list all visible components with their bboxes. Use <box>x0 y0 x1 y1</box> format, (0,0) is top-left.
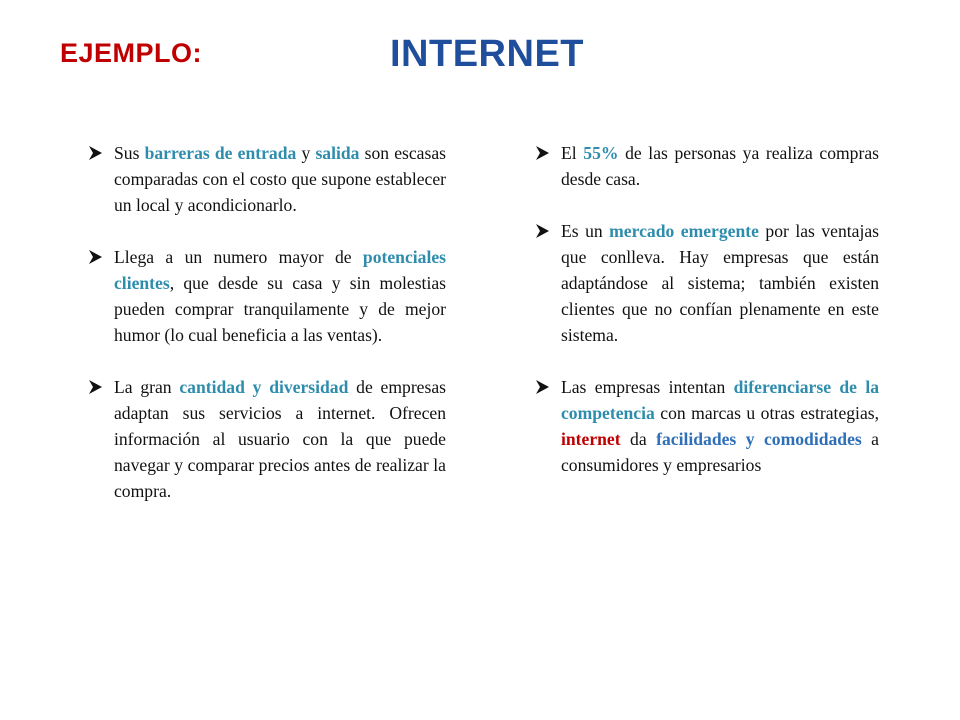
bullet-text: La gran cantidad y diversidad de empresas adaptan sus servicios a internet. Ofrecen información al usuario con la que puede navegar y comparar precios antes de realizar la compra. <box>114 377 446 501</box>
arrowhead-bullet-icon <box>535 140 561 166</box>
highlight-55-percent: 55% <box>583 143 619 163</box>
highlight-potenciales-clientes: potenciales clientes <box>114 247 446 293</box>
bullet-text: Sus barreras de entrada y salida son escasas comparadas con el costo que supone establecer un local y acondicionarlo. <box>114 143 446 215</box>
bullet-text: Es un mercado emergente por las ventajas que conlleva. Hay empresas que están adaptándose al sistema; también existen clientes que no confían plenamente en este sistema. <box>561 221 879 345</box>
bullet-text: El 55% de las personas ya realiza compras desde casa. <box>561 143 879 189</box>
bullet-item <box>88 374 446 504</box>
bullet-item <box>535 218 879 348</box>
arrowhead-bullet-icon <box>88 374 114 400</box>
page-title: INTERNET <box>390 33 584 75</box>
left-column <box>88 140 446 530</box>
bullet-text: Llega a un numero mayor de potenciales clientes, que desde su casa y sin molestias pueden comprar tranquilamente y de mejor humor (lo cual beneficia a las ventas). <box>114 247 446 345</box>
bullet-item <box>88 244 446 348</box>
bullet-text: Las empresas intentan diferenciarse de la competencia con marcas u otras estrategias, internet da facilidades y comodidades a consumidores y empresarios <box>561 377 880 475</box>
highlight-barreras-entrada: barreras de entrada <box>144 143 297 163</box>
bullet-item <box>535 374 879 478</box>
highlight-diferenciarse-competencia: diferenciarse de la competencia <box>561 377 880 423</box>
example-label: EJEMPLO: <box>60 38 203 68</box>
highlight-internet: internet <box>561 429 621 449</box>
bullet-item <box>535 140 879 192</box>
arrowhead-bullet-icon <box>88 244 114 270</box>
arrowhead-bullet-icon <box>535 218 561 244</box>
highlight-facilidades-comodidades: facilidades y comodidades <box>656 429 862 449</box>
highlight-cantidad-diversidad: cantidad y diversidad <box>179 377 349 397</box>
arrowhead-bullet-icon <box>88 140 114 166</box>
bullet-item <box>88 140 446 218</box>
highlight-mercado-emergente: mercado emergente <box>609 221 759 241</box>
right-column <box>535 140 879 504</box>
highlight-salida: salida <box>315 143 360 163</box>
arrowhead-bullet-icon <box>535 374 561 400</box>
